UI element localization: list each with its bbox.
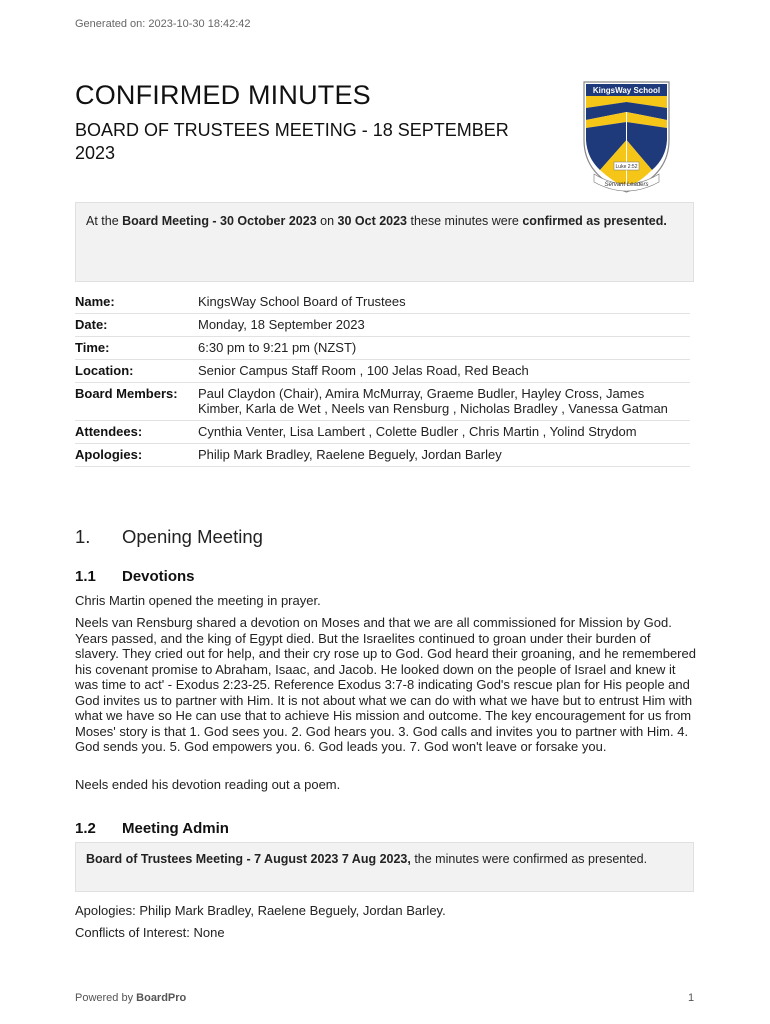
details-value: KingsWay School Board of Trustees bbox=[198, 291, 690, 314]
details-row-apologies bbox=[75, 444, 690, 467]
subsection-title: Meeting Admin bbox=[122, 820, 229, 837]
details-label: Board Members: bbox=[75, 383, 198, 421]
details-label: Attendees: bbox=[75, 421, 198, 444]
details-value: Monday, 18 September 2023 bbox=[198, 314, 690, 337]
details-label: Apologies: bbox=[75, 444, 198, 467]
details-row-board-members bbox=[75, 383, 690, 421]
section-title: Opening Meeting bbox=[122, 526, 263, 547]
details-value: Paul Claydon (Chair), Amira McMurray, Graeme Budler, Hayley Cross, James Kimber, Karla de Wet , Neels van Rensburg , Nicholas Bradley , Vanessa Gatman bbox=[198, 383, 690, 421]
details-row-location bbox=[75, 360, 690, 383]
page-title: CONFIRMED MINUTES bbox=[75, 80, 371, 110]
details-label: Date: bbox=[75, 314, 198, 337]
footer-powered-by bbox=[75, 992, 186, 1004]
details-value: 6:30 pm to 9:21 pm (NZST) bbox=[198, 337, 690, 360]
confirm-status: confirmed as presented. bbox=[522, 214, 667, 228]
svg-text:KingsWay School: KingsWay School bbox=[592, 86, 661, 95]
details-row-date bbox=[75, 314, 690, 337]
previous-meeting-name: Board of Trustees Meeting - 7 August 2023 7 Aug 2023, bbox=[86, 852, 411, 866]
confirmation-notice bbox=[75, 202, 694, 282]
page-number: 1 bbox=[688, 992, 695, 1004]
devotions-paragraph-3: Neels ended his devotion reading out a poem. bbox=[75, 777, 341, 792]
confirm-date: 30 Oct 2023 bbox=[337, 214, 408, 228]
section-heading-opening-meeting bbox=[75, 526, 263, 548]
details-value: Cynthia Venter, Lisa Lambert , Colette Budler , Chris Martin , Yolind Strydom bbox=[198, 421, 690, 444]
details-label: Name: bbox=[75, 291, 198, 314]
confirm-meeting-name: Board Meeting - 30 October 2023 bbox=[122, 214, 317, 228]
svg-text:Luke 2:52: Luke 2:52 bbox=[615, 164, 638, 170]
details-value: Senior Campus Staff Room , 100 Jelas Road, Red Beach bbox=[198, 360, 690, 383]
admin-apologies: Apologies: Philip Mark Bradley, Raelene Beguely, Jordan Barley. bbox=[75, 903, 446, 918]
svg-text:Servant Leaders: Servant Leaders bbox=[604, 182, 649, 188]
details-row-name bbox=[75, 291, 690, 314]
previous-minutes-notice bbox=[75, 842, 694, 892]
page-subtitle: BOARD OF TRUSTEES MEETING - 18 SEPTEMBER 2023 bbox=[75, 120, 509, 163]
generated-timestamp: Generated on: 2023-10-30 18:42:42 bbox=[75, 18, 251, 30]
details-label: Time: bbox=[75, 337, 198, 360]
confirm-text-mid: these minutes were bbox=[407, 214, 523, 228]
section-number: 1. bbox=[75, 526, 91, 547]
footer-powered-prefix: Powered by bbox=[75, 992, 137, 1004]
details-value: Philip Mark Bradley, Raelene Beguely, Jordan Barley bbox=[198, 444, 690, 467]
previous-minutes-status: the minutes were confirmed as presented. bbox=[410, 852, 648, 866]
details-row-attendees bbox=[75, 421, 690, 444]
meeting-details-table bbox=[75, 291, 690, 467]
footer-brand: BoardPro bbox=[136, 992, 187, 1004]
subsection-number: 1.1 bbox=[75, 568, 96, 585]
subsection-heading-devotions bbox=[75, 568, 195, 585]
subsection-number: 1.2 bbox=[75, 820, 96, 837]
subsection-title: Devotions bbox=[122, 568, 195, 585]
admin-conflicts: Conflicts of Interest: None bbox=[75, 925, 225, 940]
subsection-heading-meeting-admin bbox=[75, 820, 229, 837]
details-label: Location: bbox=[75, 360, 198, 383]
school-crest-logo bbox=[580, 78, 673, 196]
confirm-text-on: on bbox=[316, 214, 338, 228]
confirm-text-prefix: At the bbox=[86, 214, 123, 228]
details-row-time bbox=[75, 337, 690, 360]
devotions-paragraph-1: Chris Martin opened the meeting in prayer. bbox=[75, 593, 321, 608]
devotions-paragraph-2: Neels van Rensburg shared a devotion on Moses and that we are all commissioned for Mission by God. Years passed, and the king of Egypt died. But the Israelites continued to groan under their burden of slavery. They cried out for help, and their cry rose up to God. God heard their groaning, and he remembered his covenant promise to Abraham, Isaac, and Jacob. He looked down on the people of Israel and knew it was time to act' - Exodus 2:23-25. Reference Exodus 3:7-8 indicating God's rescue plan for His people and God invites us to partner with Him. It is not about what we can do with what we have but to entrust Him with what we have so He can use that to achieve His mission and outcome. The key encouragement for us from Moses' story is that 1. God sees you. 2. God hears you. 3. God calls and invites you to partner with Him. 4. God sends you. 5. God empowers you. 6. God leads you. 7. God won't leave or forsake you. bbox=[75, 615, 696, 754]
